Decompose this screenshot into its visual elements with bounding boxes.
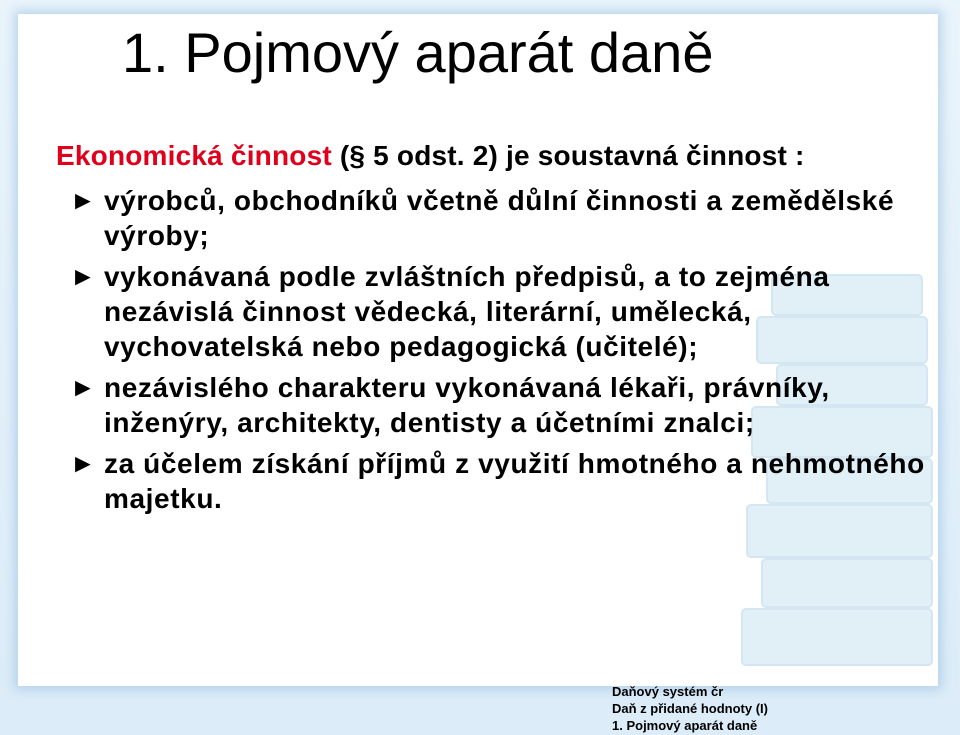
- triangle-bullet-icon: ►: [70, 185, 97, 215]
- page-title: 1. Pojmový aparát daně: [122, 21, 714, 84]
- list-item: [70, 370, 926, 440]
- slide-content: [56, 138, 926, 522]
- footer-line-course: Daňový systém čr: [612, 684, 724, 699]
- intro-paragraph: [56, 138, 926, 173]
- triangle-bullet-icon: ►: [70, 372, 97, 402]
- intro-highlight: Ekonomická činnost: [56, 140, 332, 171]
- list-item: [70, 446, 926, 516]
- triangle-bullet-icon: ►: [70, 261, 97, 291]
- list-item: [70, 259, 926, 364]
- triangle-bullet-icon: ►: [70, 448, 97, 478]
- intro-text: (§ 5 odst. 2) je soustavná činnost :: [331, 140, 805, 171]
- footer-line-section: 1. Pojmový aparát daně: [612, 718, 758, 733]
- list-item-text: za účelem získání příjmů z využití hmotného a nehmotného majetku.: [104, 448, 925, 514]
- list-item: [70, 183, 926, 253]
- list-item-text: nezávislého charakteru vykonávaná lékaři, právníky, inženýry, architekty, dentisty a účetními znalci;: [104, 372, 830, 438]
- list-item-text: vykonávaná podle zvláštních předpisů, a to zejména nezávislá činnost vědecká, literární, umělecká, vychovatelská nebo pedagogická (učitelé);: [104, 261, 830, 362]
- slide-footer: [612, 683, 768, 734]
- list-item-text: výrobců, obchodníků včetně důlní činnosti a zemědělské výroby;: [104, 185, 895, 251]
- footer-line-topic: Daň z přidané hodnoty (I): [612, 701, 768, 716]
